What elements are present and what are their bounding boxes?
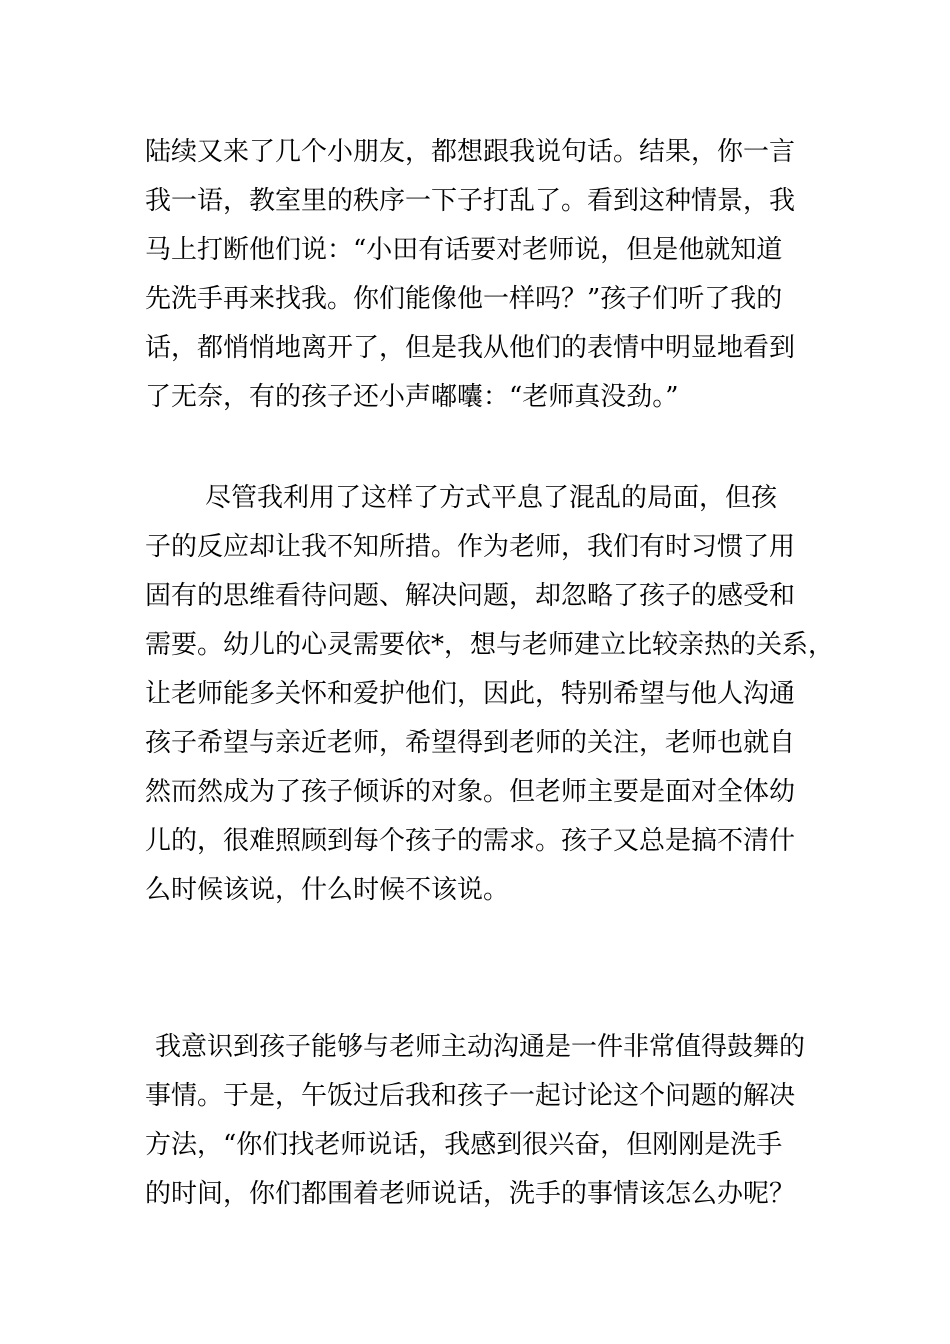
text-line: 需要。幼儿的心灵需要依*，想与老师建立比较亲热的关系， [145, 630, 835, 660]
text-line: 然而然成为了孩子倾诉的对象。但老师主要是面对全体幼 [145, 777, 796, 807]
text-line: 了无奈，有的孩子还小声嘟囔：“老师真没劲。” [145, 382, 679, 412]
text-line: 陆续又来了几个小朋友，都想跟我说句话。结果，你一言 [145, 137, 796, 167]
text-line: 么时候该说，什么时候不该说。 [145, 875, 510, 905]
paragraph-1 [145, 128, 825, 422]
text-line: 子的反应却让我不知所措。作为老师，我们有时习惯了用 [145, 532, 796, 562]
text-line: 孩子希望与亲近老师，希望得到老师的关注，老师也就自 [145, 728, 796, 758]
text-line: 我一语，教室里的秩序一下子打乱了。看到这种情景，我 [145, 186, 796, 216]
text-line: 先洗手再来找我。你们能像他一样吗？”孩子们听了我的 [145, 284, 783, 314]
text-line: 尽管我利用了这样了方式平息了混乱的局面，但孩 [205, 483, 778, 513]
text-line: 让老师能多关怀和爱护他们，因此，特别希望与他人沟通 [145, 679, 796, 709]
paragraph-3 [145, 1023, 825, 1219]
text-line: 儿的，很难照顾到每个孩子的需求。孩子又总是搞不清什 [145, 826, 796, 856]
text-line: 事情。于是，午饭过后我和孩子一起讨论这个问题的解决 [145, 1081, 796, 1111]
text-line: 方法，“你们找老师说话，我感到很兴奋，但刚刚是洗手 [145, 1130, 783, 1160]
text-line: 我意识到孩子能够与老师主动沟通是一件非常值得鼓舞的 [155, 1032, 806, 1062]
text-line: 的时间，你们都围着老师说话，洗手的事情该怎么办呢？ [145, 1179, 796, 1209]
text-line: 话，都悄悄地离开了，但是我从他们的表情中明显地看到 [145, 333, 796, 363]
paragraph-2 [145, 474, 835, 915]
text-line: 固有的思维看待问题、解决问题，却忽略了孩子的感受和 [145, 581, 796, 611]
text-line: 马上打断他们说：“小田有话要对老师说，但是他就知道 [145, 235, 783, 265]
